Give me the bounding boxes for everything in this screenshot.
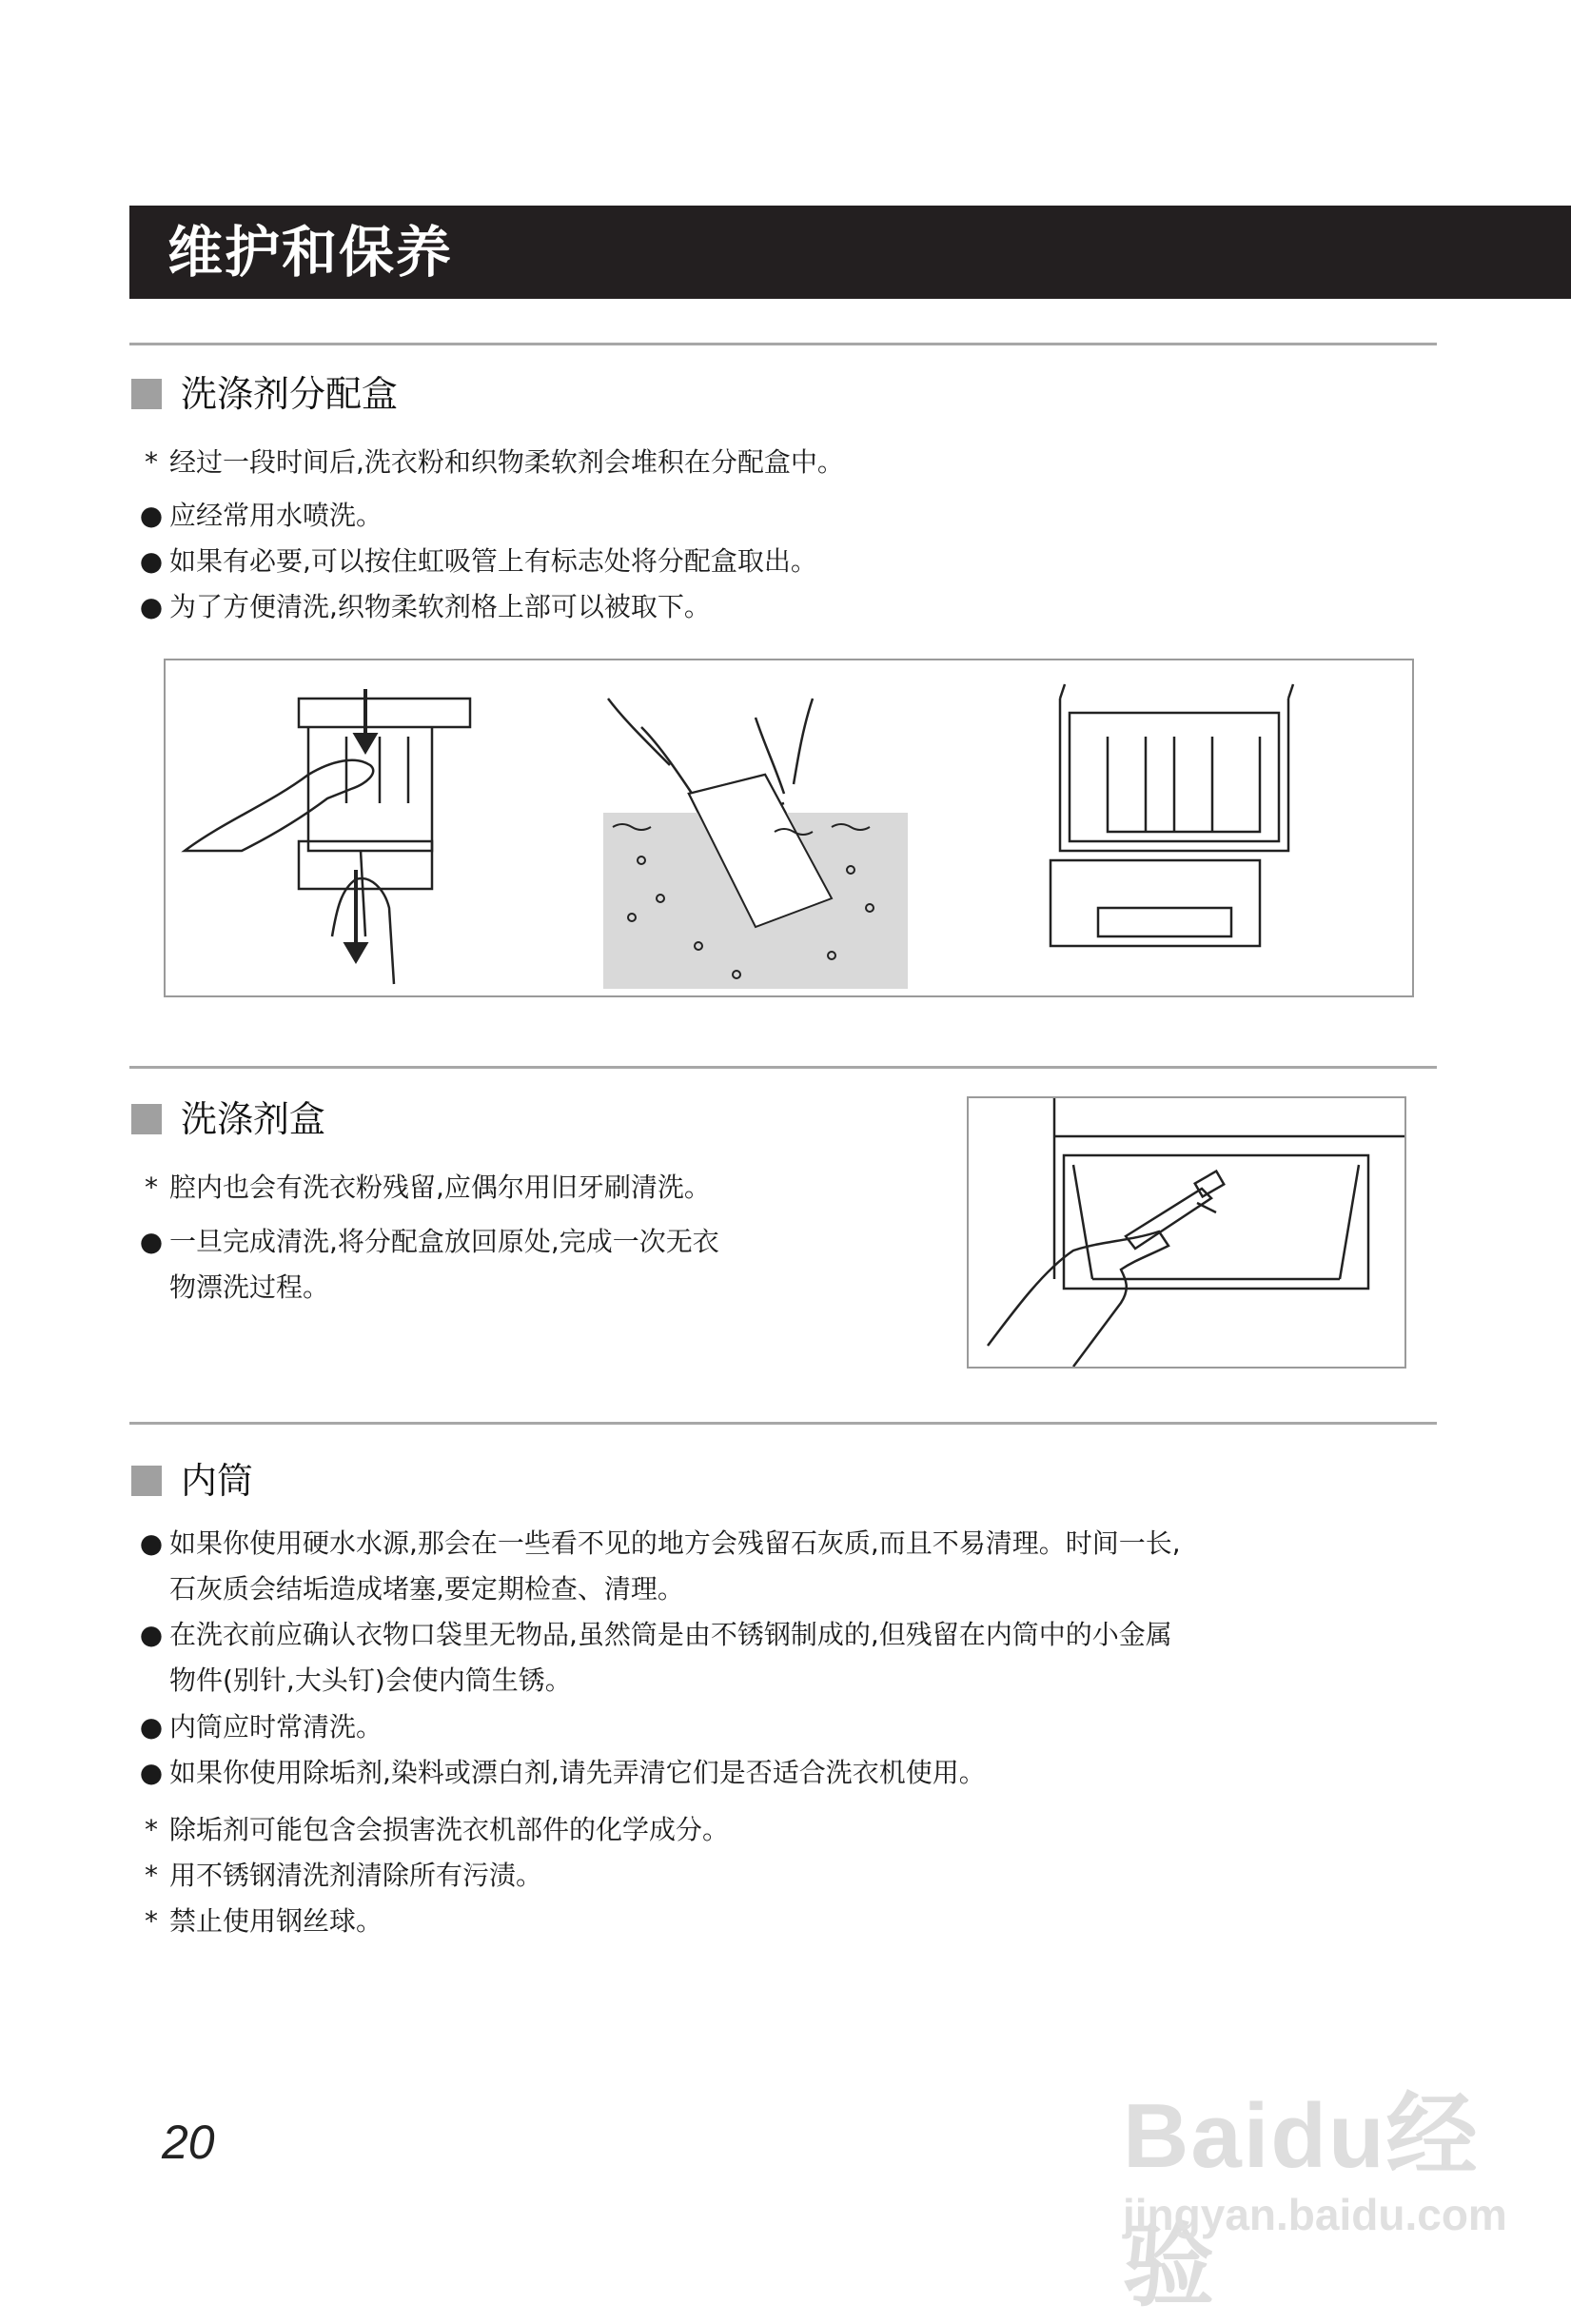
bullet-marker: ●: [139, 1711, 164, 1743]
dispenser-illustrations: [164, 659, 1414, 997]
page-number: 20: [162, 2116, 215, 2169]
text-line: 石灰质会结垢造成堵塞,要定期检查、清理。: [169, 1573, 684, 1605]
text-line: 物漂洗过程。: [169, 1271, 330, 1303]
bullet-line: ● 在洗衣前应确认衣物口袋里无物品,虽然筒是由不锈钢制成的,但残留在内筒中的小金属: [133, 1616, 1172, 1654]
section-square-icon: [131, 379, 162, 409]
text-line: * 腔内也会有洗衣粉残留,应偶尔用旧牙刷清洗。: [133, 1169, 711, 1207]
bullet-line: ● 如果有必要,可以按住虹吸管上有标志处将分配盒取出。: [133, 542, 817, 581]
text-line: * 禁止使用钢丝球。: [133, 1902, 383, 1940]
toothbrush-cleaning-illustration: [967, 1096, 1406, 1369]
bullet-marker: ●: [139, 1619, 164, 1650]
asterisk-marker: *: [145, 1172, 158, 1203]
bullet-line: ● 为了方便清洗,织物柔软剂格上部可以被取下。: [133, 588, 711, 626]
asterisk-marker: *: [145, 1814, 158, 1845]
section-square-icon: [131, 1104, 162, 1134]
bullet-marker: ●: [139, 545, 164, 577]
bullet-line: ● 应经常用水喷洗。: [133, 497, 383, 535]
asterisk-marker: *: [145, 1905, 158, 1937]
text-line: * 经过一段时间后,洗衣粉和织物柔软剂会堆积在分配盒中。: [133, 443, 844, 482]
section-title: 内筒: [181, 1460, 254, 1502]
dispenser-illustration-svg: [166, 660, 1412, 995]
watermark-logo: Baidu经验: [1123, 2085, 1480, 2317]
section-divider: [129, 343, 1437, 345]
bullet-marker: ●: [139, 1226, 164, 1257]
section-square-icon: [131, 1466, 162, 1496]
section-title: 洗涤剂分配盒: [181, 373, 399, 415]
bullet-marker: ●: [139, 1527, 164, 1559]
section-header-detergent-box: [131, 1094, 325, 1144]
section-header-dispenser: [131, 369, 398, 419]
page-title: 维护和保养: [167, 220, 454, 285]
bullet-line: ● 如果你使用除垢剂,染料或漂白剂,请先弄清它们是否适合洗衣机使用。: [133, 1754, 986, 1792]
text-line: * 除垢剂可能包含会损害洗衣机部件的化学成分。: [133, 1811, 729, 1849]
asterisk-marker: *: [145, 446, 158, 478]
bullet-marker: ●: [139, 1757, 164, 1788]
watermark-url: jingyan.baidu.com: [1123, 2190, 1507, 2239]
section-divider: [129, 1066, 1437, 1069]
asterisk-marker: *: [145, 1860, 158, 1891]
bullet-marker: ●: [139, 591, 164, 622]
section-title: 洗涤剂盒: [181, 1098, 326, 1140]
text-line: * 用不锈钢清洗剂清除所有污渍。: [133, 1857, 542, 1895]
toothbrush-illustration-svg: [969, 1098, 1404, 1367]
title-bar: [129, 206, 1571, 299]
bullet-line: ● 内筒应时常清洗。: [133, 1708, 383, 1746]
text-line: 物件(别针,大头钉)会使内筒生锈。: [169, 1664, 572, 1696]
section-divider: [129, 1422, 1437, 1425]
bullet-marker: ●: [139, 500, 164, 531]
section-header-drum: [131, 1456, 253, 1506]
bullet-line: ● 如果你使用硬水水源,那会在一些看不见的地方会残留石灰质,而且不易清理。时间一长,: [133, 1525, 1181, 1563]
bullet-line: ● 一旦完成清洗,将分配盒放回原处,完成一次无衣: [133, 1223, 719, 1261]
